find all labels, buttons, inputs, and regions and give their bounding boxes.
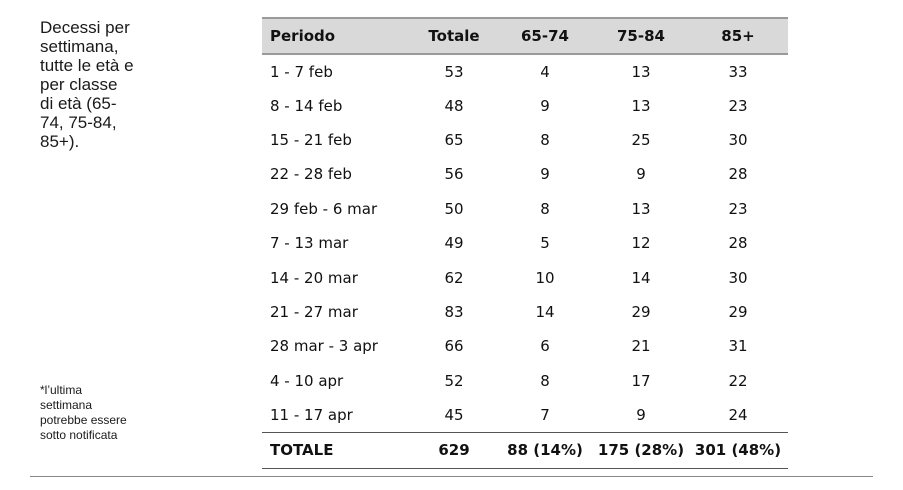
cell-totale: 50 <box>444 199 464 218</box>
cell-periodo: 8 - 14 feb <box>270 96 343 115</box>
cell-periodo: 29 feb - 6 mar <box>270 199 378 218</box>
cell-65-74: 6 <box>540 337 550 356</box>
cell-75-84: 13 <box>631 199 651 218</box>
table-row <box>262 123 788 157</box>
cell-85-plus: 30 <box>728 268 748 287</box>
cell-totale: 62 <box>444 268 464 287</box>
cell-totale: 52 <box>444 371 464 390</box>
table-row <box>262 54 788 88</box>
table-total-row <box>262 432 788 468</box>
cell-75-84: 25 <box>631 130 651 149</box>
cell-85-plus: 28 <box>728 234 748 253</box>
side-note: *l’ultima settimana potrebbe essere sotto notificata <box>40 383 127 442</box>
cell-75-84: 9 <box>636 165 646 184</box>
cell-75-84: 17 <box>631 371 651 390</box>
table-row <box>262 226 788 260</box>
header-65-74: 65-74 <box>496 18 594 54</box>
total-label: TOTALE <box>262 432 412 468</box>
cell-totale: 83 <box>444 302 464 321</box>
bottom-divider <box>30 476 873 477</box>
cell-65-74: 8 <box>540 371 550 390</box>
cell-85-plus: 31 <box>728 337 748 356</box>
cell-85-plus: 22 <box>728 371 748 390</box>
table-row <box>262 157 788 191</box>
cell-periodo: 15 - 21 feb <box>270 130 352 149</box>
table-row <box>262 192 788 226</box>
cell-75-84: 12 <box>631 234 651 253</box>
cell-periodo: 22 - 28 feb <box>270 165 352 184</box>
cell-periodo: 28 mar - 3 apr <box>270 337 378 356</box>
cell-85-plus: 33 <box>728 62 748 81</box>
deaths-table-container <box>262 17 788 469</box>
cell-totale: 48 <box>444 96 464 115</box>
cell-65-74: 9 <box>540 165 550 184</box>
cell-periodo: 7 - 13 mar <box>270 234 349 253</box>
cell-periodo: 21 - 27 mar <box>270 302 358 321</box>
cell-totale: 56 <box>444 165 464 184</box>
table-header-row <box>262 18 788 54</box>
table-row <box>262 295 788 329</box>
cell-75-84: 29 <box>631 302 651 321</box>
cell-85-plus: 29 <box>728 302 748 321</box>
cell-periodo: 1 - 7 feb <box>270 62 333 81</box>
table-row <box>262 329 788 363</box>
cell-75-84: 13 <box>631 96 651 115</box>
cell-periodo: 14 - 20 mar <box>270 268 358 287</box>
deaths-table <box>262 17 788 469</box>
cell-totale: 65 <box>444 130 464 149</box>
total-85-plus: 301 (48%) <box>688 432 788 468</box>
cell-85-plus: 28 <box>728 165 748 184</box>
cell-75-84: 9 <box>636 405 646 424</box>
table-row <box>262 364 788 398</box>
header-85-plus: 85+ <box>688 18 788 54</box>
cell-75-84: 21 <box>631 337 651 356</box>
cell-65-74: 14 <box>535 302 555 321</box>
cell-totale: 49 <box>444 234 464 253</box>
total-totale: 629 <box>412 432 496 468</box>
header-totale: Totale <box>412 18 496 54</box>
header-75-84: 75-84 <box>594 18 688 54</box>
side-title: Decessi per settimana, tutte le età e per classe di età (65- 74, 75-84, 85+). <box>40 18 134 151</box>
cell-65-74: 4 <box>540 62 550 81</box>
cell-periodo: 4 - 10 apr <box>270 371 344 390</box>
table-row <box>262 88 788 122</box>
table-row <box>262 260 788 294</box>
cell-periodo: 11 - 17 apr <box>270 405 353 424</box>
cell-65-74: 8 <box>540 130 550 149</box>
total-75-84: 175 (28%) <box>594 432 688 468</box>
cell-65-74: 9 <box>540 96 550 115</box>
cell-65-74: 7 <box>540 405 550 424</box>
table-row <box>262 398 788 432</box>
cell-85-plus: 30 <box>728 130 748 149</box>
cell-85-plus: 24 <box>728 405 748 424</box>
cell-75-84: 13 <box>631 62 651 81</box>
header-periodo: Periodo <box>262 18 412 54</box>
cell-65-74: 10 <box>535 268 555 287</box>
cell-65-74: 8 <box>540 199 550 218</box>
cell-85-plus: 23 <box>728 96 748 115</box>
total-65-74: 88 (14%) <box>496 432 594 468</box>
cell-totale: 66 <box>444 337 464 356</box>
cell-totale: 53 <box>444 62 464 81</box>
cell-totale: 45 <box>444 405 464 424</box>
cell-75-84: 14 <box>631 268 651 287</box>
cell-85-plus: 23 <box>728 199 748 218</box>
cell-65-74: 5 <box>540 234 550 253</box>
